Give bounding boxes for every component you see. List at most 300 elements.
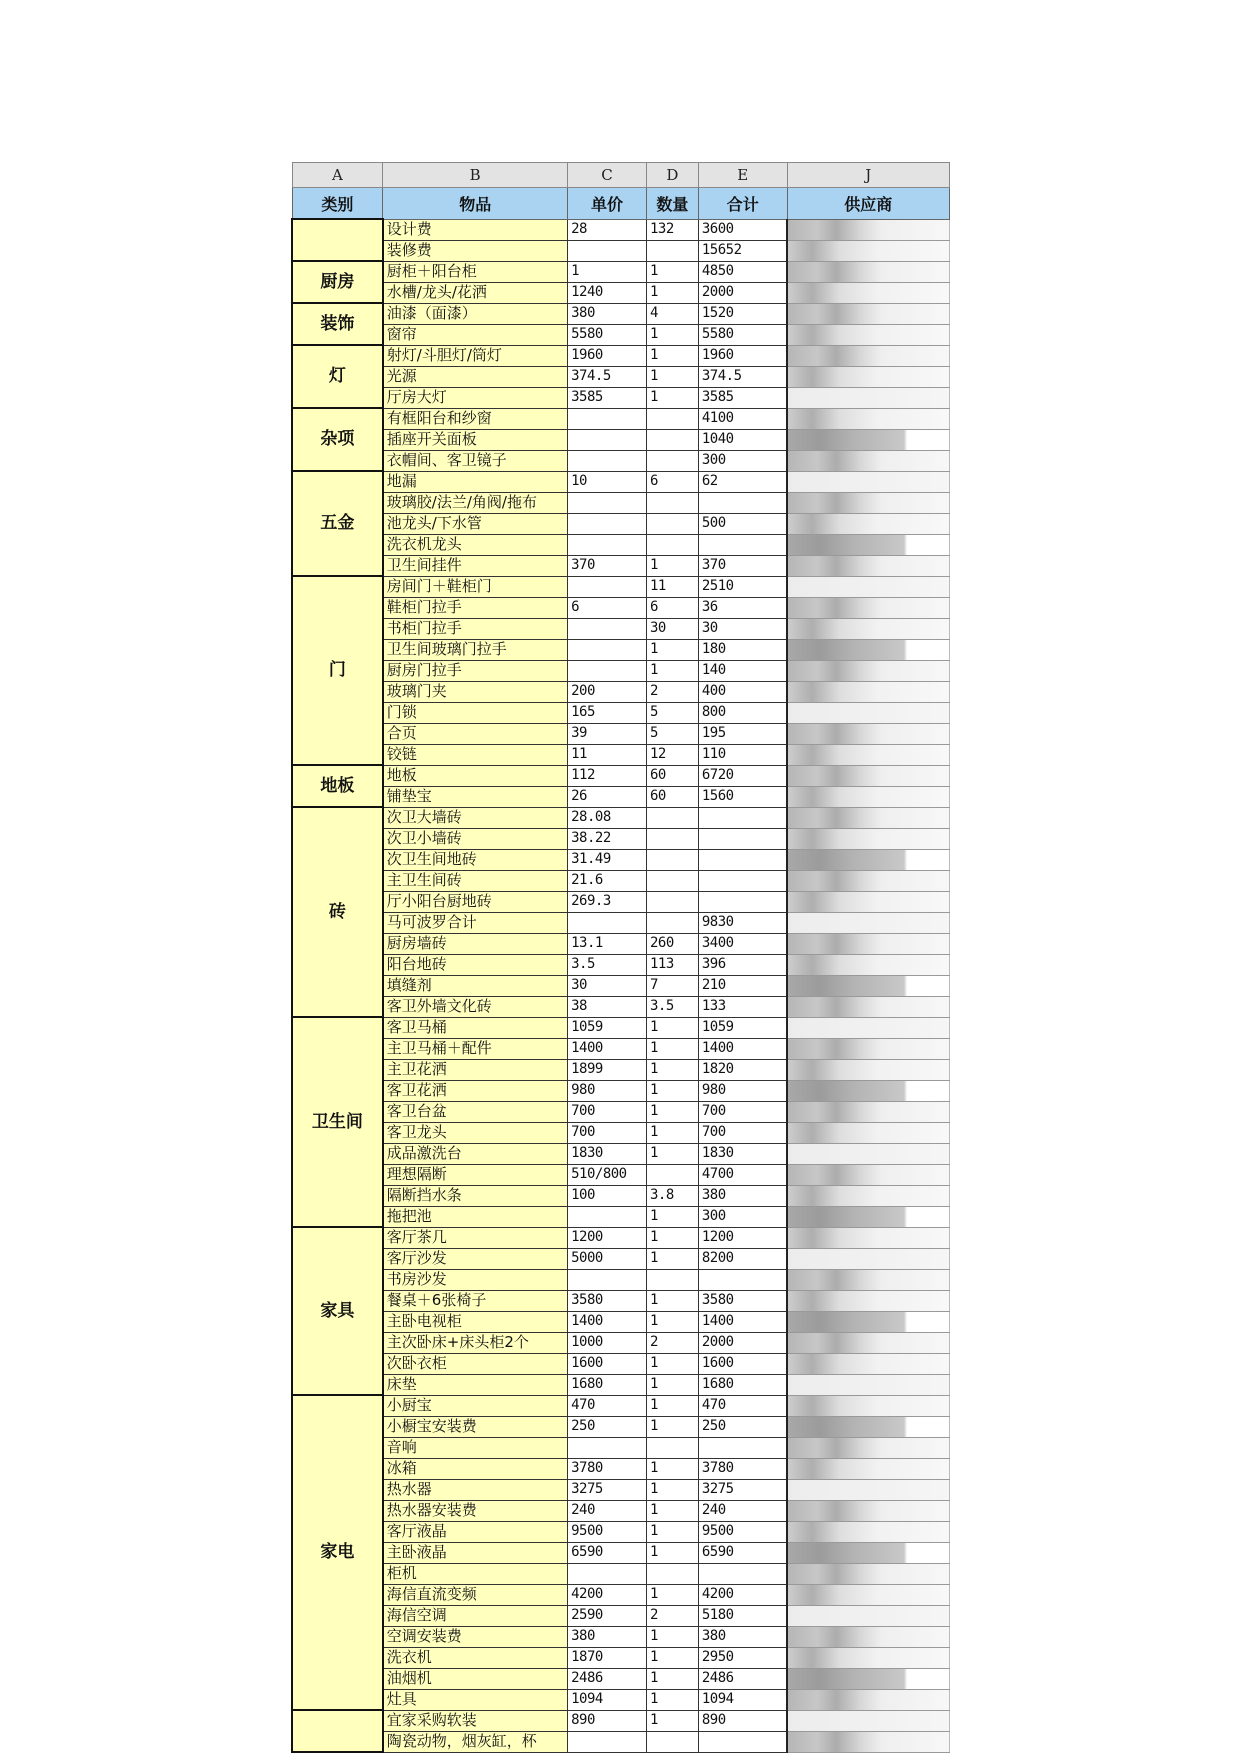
unit-price-cell[interactable]: 890 [568,1710,647,1731]
quantity-cell[interactable] [646,870,698,891]
supplier-cell-redacted[interactable] [787,345,949,366]
unit-price-cell[interactable] [568,513,647,534]
quantity-cell[interactable]: 11 [646,576,698,597]
category-cell[interactable]: 砖 [292,807,383,1017]
supplier-cell-redacted[interactable] [787,1332,949,1353]
quantity-cell[interactable]: 1 [646,1059,698,1080]
unit-price-cell[interactable] [568,240,647,261]
category-cell[interactable] [292,219,383,261]
supplier-cell-redacted[interactable] [787,639,949,660]
item-cell[interactable]: 小厨宝 [383,1395,568,1416]
item-cell[interactable]: 厅小阳台厨地砖 [383,891,568,912]
item-cell[interactable]: 主卫生间砖 [383,870,568,891]
item-cell[interactable]: 铰链 [383,744,568,765]
item-cell[interactable]: 阳台地砖 [383,954,568,975]
item-cell[interactable]: 卫生间玻璃门拉手 [383,639,568,660]
supplier-cell-redacted[interactable] [787,891,949,912]
unit-price-cell[interactable] [568,912,647,933]
supplier-cell-redacted[interactable] [787,387,949,408]
item-cell[interactable]: 次卫小墙砖 [383,828,568,849]
item-cell[interactable]: 书房沙发 [383,1269,568,1290]
item-cell[interactable]: 装修费 [383,240,568,261]
quantity-cell[interactable]: 1 [646,1248,698,1269]
quantity-cell[interactable] [646,1731,698,1752]
supplier-cell-redacted[interactable] [787,1206,949,1227]
item-cell[interactable]: 衣帽间、客卫镜子 [383,450,568,471]
item-cell[interactable]: 隔断挡水条 [383,1185,568,1206]
supplier-cell-redacted[interactable] [787,1059,949,1080]
quantity-cell[interactable] [646,450,698,471]
category-cell[interactable]: 杂项 [292,408,383,471]
item-cell[interactable]: 拖把池 [383,1206,568,1227]
quantity-cell[interactable]: 1 [646,555,698,576]
quantity-cell[interactable]: 1 [646,1206,698,1227]
item-cell[interactable]: 音响 [383,1437,568,1458]
unit-price-cell[interactable]: 980 [568,1080,647,1101]
supplier-cell-redacted[interactable] [787,702,949,723]
item-cell[interactable]: 厨房门拉手 [383,660,568,681]
total-cell[interactable] [698,492,787,513]
quantity-cell[interactable]: 1 [646,1122,698,1143]
quantity-cell[interactable] [646,807,698,828]
supplier-cell-redacted[interactable] [787,744,949,765]
unit-price-cell[interactable]: 1 [568,261,647,282]
total-cell[interactable]: 6590 [698,1542,787,1563]
unit-price-cell[interactable]: 30 [568,975,647,996]
supplier-cell-redacted[interactable] [787,324,949,345]
supplier-cell-redacted[interactable] [787,1500,949,1521]
supplier-cell-redacted[interactable] [787,1710,949,1731]
total-cell[interactable]: 195 [698,723,787,744]
total-cell[interactable] [698,1269,787,1290]
item-cell[interactable]: 鞋柜门拉手 [383,597,568,618]
unit-price-cell[interactable]: 1960 [568,345,647,366]
quantity-cell[interactable]: 1 [646,1647,698,1668]
item-cell[interactable]: 玻璃胶/法兰/角阀/拖布 [383,492,568,513]
item-cell[interactable]: 水槽/龙头/花洒 [383,282,568,303]
quantity-cell[interactable] [646,240,698,261]
supplier-cell-redacted[interactable] [787,429,949,450]
item-cell[interactable]: 洗衣机龙头 [383,534,568,555]
unit-price-cell[interactable]: 380 [568,1626,647,1647]
unit-price-cell[interactable]: 240 [568,1500,647,1521]
total-cell[interactable]: 140 [698,660,787,681]
category-cell[interactable]: 门 [292,576,383,765]
total-cell[interactable]: 700 [698,1101,787,1122]
item-cell[interactable]: 宜家采购软装 [383,1710,568,1731]
supplier-cell-redacted[interactable] [787,1563,949,1584]
supplier-cell-redacted[interactable] [787,261,949,282]
supplier-cell-redacted[interactable] [787,1416,949,1437]
total-cell[interactable]: 15652 [698,240,787,261]
total-cell[interactable]: 980 [698,1080,787,1101]
unit-price-cell[interactable]: 5580 [568,324,647,345]
quantity-cell[interactable]: 5 [646,723,698,744]
total-cell[interactable]: 2950 [698,1647,787,1668]
header-supplier[interactable]: 供应商 [787,188,949,220]
quantity-cell[interactable] [646,408,698,429]
total-cell[interactable]: 4100 [698,408,787,429]
item-cell[interactable]: 书柜门拉手 [383,618,568,639]
quantity-cell[interactable]: 1 [646,1374,698,1395]
item-cell[interactable]: 有框阳台和纱窗 [383,408,568,429]
item-cell[interactable]: 陶瓷动物，烟灰缸，杯 [383,1731,568,1752]
item-cell[interactable]: 地漏 [383,471,568,492]
quantity-cell[interactable]: 1 [646,324,698,345]
total-cell[interactable]: 1200 [698,1227,787,1248]
quantity-cell[interactable]: 3.5 [646,996,698,1017]
item-cell[interactable]: 空调安装费 [383,1626,568,1647]
unit-price-cell[interactable]: 38 [568,996,647,1017]
unit-price-cell[interactable]: 1000 [568,1332,647,1353]
total-cell[interactable]: 133 [698,996,787,1017]
supplier-cell-redacted[interactable] [787,513,949,534]
item-cell[interactable]: 厨房墙砖 [383,933,568,954]
unit-price-cell[interactable]: 6 [568,597,647,618]
unit-price-cell[interactable]: 5000 [568,1248,647,1269]
unit-price-cell[interactable] [568,1206,647,1227]
item-cell[interactable]: 房间门＋鞋柜门 [383,576,568,597]
header-item[interactable]: 物品 [383,188,568,220]
total-cell[interactable]: 2486 [698,1668,787,1689]
unit-price-cell[interactable]: 370 [568,555,647,576]
unit-price-cell[interactable] [568,1731,647,1752]
item-cell[interactable]: 插座开关面板 [383,429,568,450]
supplier-cell-redacted[interactable] [787,618,949,639]
unit-price-cell[interactable]: 1400 [568,1038,647,1059]
supplier-cell-redacted[interactable] [787,849,949,870]
supplier-cell-redacted[interactable] [787,1668,949,1689]
total-cell[interactable]: 1040 [698,429,787,450]
total-cell[interactable]: 180 [698,639,787,660]
column-header-a[interactable]: A [292,163,383,188]
supplier-cell-redacted[interactable] [787,807,949,828]
total-cell[interactable] [698,807,787,828]
quantity-cell[interactable]: 260 [646,933,698,954]
item-cell[interactable]: 客厅液晶 [383,1521,568,1542]
total-cell[interactable]: 30 [698,618,787,639]
total-cell[interactable] [698,1563,787,1584]
supplier-cell-redacted[interactable] [787,912,949,933]
total-cell[interactable]: 700 [698,1122,787,1143]
unit-price-cell[interactable] [568,660,647,681]
supplier-cell-redacted[interactable] [787,723,949,744]
item-cell[interactable]: 客卫外墙文化砖 [383,996,568,1017]
supplier-cell-redacted[interactable] [787,450,949,471]
supplier-cell-redacted[interactable] [787,975,949,996]
unit-price-cell[interactable]: 700 [568,1122,647,1143]
column-header-e[interactable]: E [698,163,787,188]
quantity-cell[interactable]: 1 [646,1353,698,1374]
total-cell[interactable]: 400 [698,681,787,702]
quantity-cell[interactable] [646,828,698,849]
quantity-cell[interactable]: 6 [646,471,698,492]
total-cell[interactable]: 1400 [698,1311,787,1332]
unit-price-cell[interactable]: 1200 [568,1227,647,1248]
supplier-cell-redacted[interactable] [787,597,949,618]
unit-price-cell[interactable]: 6590 [568,1542,647,1563]
total-cell[interactable]: 240 [698,1500,787,1521]
quantity-cell[interactable] [646,1269,698,1290]
quantity-cell[interactable]: 1 [646,1416,698,1437]
quantity-cell[interactable] [646,1563,698,1584]
total-cell[interactable]: 1820 [698,1059,787,1080]
unit-price-cell[interactable]: 200 [568,681,647,702]
quantity-cell[interactable] [646,849,698,870]
unit-price-cell[interactable]: 9500 [568,1521,647,1542]
supplier-cell-redacted[interactable] [787,1626,949,1647]
unit-price-cell[interactable]: 10 [568,471,647,492]
supplier-cell-redacted[interactable] [787,534,949,555]
unit-price-cell[interactable]: 1094 [568,1689,647,1710]
item-cell[interactable]: 射灯/斗胆灯/筒灯 [383,345,568,366]
quantity-cell[interactable] [646,534,698,555]
supplier-cell-redacted[interactable] [787,1227,949,1248]
supplier-cell-redacted[interactable] [787,366,949,387]
supplier-cell-redacted[interactable] [787,1143,949,1164]
unit-price-cell[interactable]: 2590 [568,1605,647,1626]
total-cell[interactable]: 2000 [698,282,787,303]
quantity-cell[interactable] [646,1437,698,1458]
quantity-cell[interactable]: 1 [646,1101,698,1122]
quantity-cell[interactable]: 1 [646,1038,698,1059]
item-cell[interactable]: 热水器 [383,1479,568,1500]
supplier-cell-redacted[interactable] [787,492,949,513]
unit-price-cell[interactable]: 4200 [568,1584,647,1605]
quantity-cell[interactable]: 1 [646,1227,698,1248]
total-cell[interactable]: 1830 [698,1143,787,1164]
total-cell[interactable]: 9500 [698,1521,787,1542]
supplier-cell-redacted[interactable] [787,1122,949,1143]
total-cell[interactable]: 3400 [698,933,787,954]
item-cell[interactable]: 客厅沙发 [383,1248,568,1269]
total-cell[interactable]: 1059 [698,1017,787,1038]
supplier-cell-redacted[interactable] [787,471,949,492]
unit-price-cell[interactable]: 28.08 [568,807,647,828]
column-header-b[interactable]: B [383,163,568,188]
quantity-cell[interactable]: 3.8 [646,1185,698,1206]
item-cell[interactable]: 柜机 [383,1563,568,1584]
supplier-cell-redacted[interactable] [787,1101,949,1122]
supplier-cell-redacted[interactable] [787,1521,949,1542]
unit-price-cell[interactable]: 1870 [568,1647,647,1668]
supplier-cell-redacted[interactable] [787,1647,949,1668]
item-cell[interactable]: 餐桌＋6张椅子 [383,1290,568,1311]
supplier-cell-redacted[interactable] [787,1458,949,1479]
supplier-cell-redacted[interactable] [787,303,949,324]
total-cell[interactable]: 300 [698,1206,787,1227]
quantity-cell[interactable]: 30 [646,618,698,639]
unit-price-cell[interactable]: 1899 [568,1059,647,1080]
total-cell[interactable]: 62 [698,471,787,492]
quantity-cell[interactable]: 1 [646,1584,698,1605]
unit-price-cell[interactable]: 11 [568,744,647,765]
unit-price-cell[interactable]: 374.5 [568,366,647,387]
item-cell[interactable]: 主卫马桶＋配件 [383,1038,568,1059]
item-cell[interactable]: 主次卧床+床头柜2个 [383,1332,568,1353]
quantity-cell[interactable] [646,513,698,534]
unit-price-cell[interactable]: 470 [568,1395,647,1416]
unit-price-cell[interactable]: 1240 [568,282,647,303]
supplier-cell-redacted[interactable] [787,1290,949,1311]
unit-price-cell[interactable]: 1830 [568,1143,647,1164]
total-cell[interactable]: 2510 [698,576,787,597]
total-cell[interactable]: 500 [698,513,787,534]
quantity-cell[interactable]: 1 [646,282,698,303]
supplier-cell-redacted[interactable] [787,786,949,807]
unit-price-cell[interactable]: 3580 [568,1290,647,1311]
unit-price-cell[interactable] [568,429,647,450]
item-cell[interactable]: 地板 [383,765,568,786]
quantity-cell[interactable]: 1 [646,345,698,366]
total-cell[interactable]: 3585 [698,387,787,408]
category-cell[interactable]: 装饰 [292,303,383,345]
total-cell[interactable]: 890 [698,1710,787,1731]
total-cell[interactable]: 370 [698,555,787,576]
unit-price-cell[interactable]: 21.6 [568,870,647,891]
total-cell[interactable] [698,828,787,849]
quantity-cell[interactable]: 1 [646,1017,698,1038]
quantity-cell[interactable]: 1 [646,1458,698,1479]
total-cell[interactable]: 1680 [698,1374,787,1395]
item-cell[interactable]: 成品激洗台 [383,1143,568,1164]
total-cell[interactable]: 1560 [698,786,787,807]
total-cell[interactable]: 470 [698,1395,787,1416]
total-cell[interactable] [698,1437,787,1458]
unit-price-cell[interactable] [568,1437,647,1458]
total-cell[interactable]: 5580 [698,324,787,345]
total-cell[interactable]: 1400 [698,1038,787,1059]
unit-price-cell[interactable] [568,639,647,660]
supplier-cell-redacted[interactable] [787,765,949,786]
supplier-cell-redacted[interactable] [787,1080,949,1101]
category-cell[interactable]: 地板 [292,765,383,807]
quantity-cell[interactable]: 1 [646,660,698,681]
item-cell[interactable]: 马可波罗合计 [383,912,568,933]
quantity-cell[interactable]: 1 [646,1290,698,1311]
total-cell[interactable]: 8200 [698,1248,787,1269]
supplier-cell-redacted[interactable] [787,555,949,576]
unit-price-cell[interactable]: 26 [568,786,647,807]
unit-price-cell[interactable]: 38.22 [568,828,647,849]
unit-price-cell[interactable]: 3.5 [568,954,647,975]
supplier-cell-redacted[interactable] [787,1353,949,1374]
total-cell[interactable]: 4700 [698,1164,787,1185]
header-total[interactable]: 合计 [698,188,787,220]
item-cell[interactable]: 卫生间挂件 [383,555,568,576]
unit-price-cell[interactable]: 380 [568,303,647,324]
quantity-cell[interactable]: 1 [646,639,698,660]
category-cell[interactable]: 灯 [292,345,383,408]
quantity-cell[interactable]: 4 [646,303,698,324]
item-cell[interactable]: 客卫马桶 [383,1017,568,1038]
unit-price-cell[interactable]: 165 [568,702,647,723]
total-cell[interactable]: 800 [698,702,787,723]
item-cell[interactable]: 海信空调 [383,1605,568,1626]
item-cell[interactable]: 次卫生间地砖 [383,849,568,870]
total-cell[interactable] [698,1731,787,1752]
supplier-cell-redacted[interactable] [787,1584,949,1605]
supplier-cell-redacted[interactable] [787,1017,949,1038]
unit-price-cell[interactable]: 112 [568,765,647,786]
item-cell[interactable]: 玻璃门夹 [383,681,568,702]
quantity-cell[interactable] [646,912,698,933]
supplier-cell-redacted[interactable] [787,681,949,702]
supplier-cell-redacted[interactable] [787,1164,949,1185]
unit-price-cell[interactable]: 700 [568,1101,647,1122]
total-cell[interactable] [698,534,787,555]
item-cell[interactable]: 窗帘 [383,324,568,345]
unit-price-cell[interactable]: 39 [568,723,647,744]
unit-price-cell[interactable]: 250 [568,1416,647,1437]
item-cell[interactable]: 油漆（面漆） [383,303,568,324]
item-cell[interactable]: 填缝剂 [383,975,568,996]
supplier-cell-redacted[interactable] [787,1374,949,1395]
unit-price-cell[interactable]: 269.3 [568,891,647,912]
item-cell[interactable]: 理想隔断 [383,1164,568,1185]
total-cell[interactable] [698,870,787,891]
supplier-cell-redacted[interactable] [787,1038,949,1059]
quantity-cell[interactable] [646,429,698,450]
unit-price-cell[interactable]: 100 [568,1185,647,1206]
quantity-cell[interactable]: 1 [646,1080,698,1101]
item-cell[interactable]: 热水器安装费 [383,1500,568,1521]
total-cell[interactable]: 3780 [698,1458,787,1479]
quantity-cell[interactable]: 2 [646,1605,698,1626]
total-cell[interactable]: 4200 [698,1584,787,1605]
item-cell[interactable]: 小橱宝安装费 [383,1416,568,1437]
category-cell[interactable]: 五金 [292,471,383,576]
quantity-cell[interactable]: 113 [646,954,698,975]
total-cell[interactable]: 300 [698,450,787,471]
total-cell[interactable]: 1600 [698,1353,787,1374]
total-cell[interactable]: 396 [698,954,787,975]
item-cell[interactable]: 床垫 [383,1374,568,1395]
supplier-cell-redacted[interactable] [787,240,949,261]
total-cell[interactable]: 9830 [698,912,787,933]
unit-price-cell[interactable]: 1059 [568,1017,647,1038]
item-cell[interactable]: 厅房大灯 [383,387,568,408]
item-cell[interactable]: 光源 [383,366,568,387]
column-header-j[interactable]: J [787,163,949,188]
category-cell[interactable] [292,1710,383,1752]
unit-price-cell[interactable]: 510/800 [568,1164,647,1185]
unit-price-cell[interactable]: 3780 [568,1458,647,1479]
quantity-cell[interactable]: 6 [646,597,698,618]
total-cell[interactable]: 3275 [698,1479,787,1500]
supplier-cell-redacted[interactable] [787,1437,949,1458]
item-cell[interactable]: 厨柜＋阳台柜 [383,261,568,282]
supplier-cell-redacted[interactable] [787,219,949,240]
quantity-cell[interactable]: 1 [646,1521,698,1542]
quantity-cell[interactable]: 1 [646,1710,698,1731]
supplier-cell-redacted[interactable] [787,576,949,597]
quantity-cell[interactable]: 2 [646,681,698,702]
supplier-cell-redacted[interactable] [787,1605,949,1626]
quantity-cell[interactable]: 1 [646,1626,698,1647]
header-category[interactable]: 类别 [292,188,383,220]
unit-price-cell[interactable]: 3275 [568,1479,647,1500]
quantity-cell[interactable]: 132 [646,219,698,240]
supplier-cell-redacted[interactable] [787,1395,949,1416]
unit-price-cell[interactable]: 3585 [568,387,647,408]
total-cell[interactable] [698,849,787,870]
supplier-cell-redacted[interactable] [787,1542,949,1563]
supplier-cell-redacted[interactable] [787,1185,949,1206]
item-cell[interactable]: 客卫龙头 [383,1122,568,1143]
total-cell[interactable]: 210 [698,975,787,996]
total-cell[interactable]: 380 [698,1626,787,1647]
